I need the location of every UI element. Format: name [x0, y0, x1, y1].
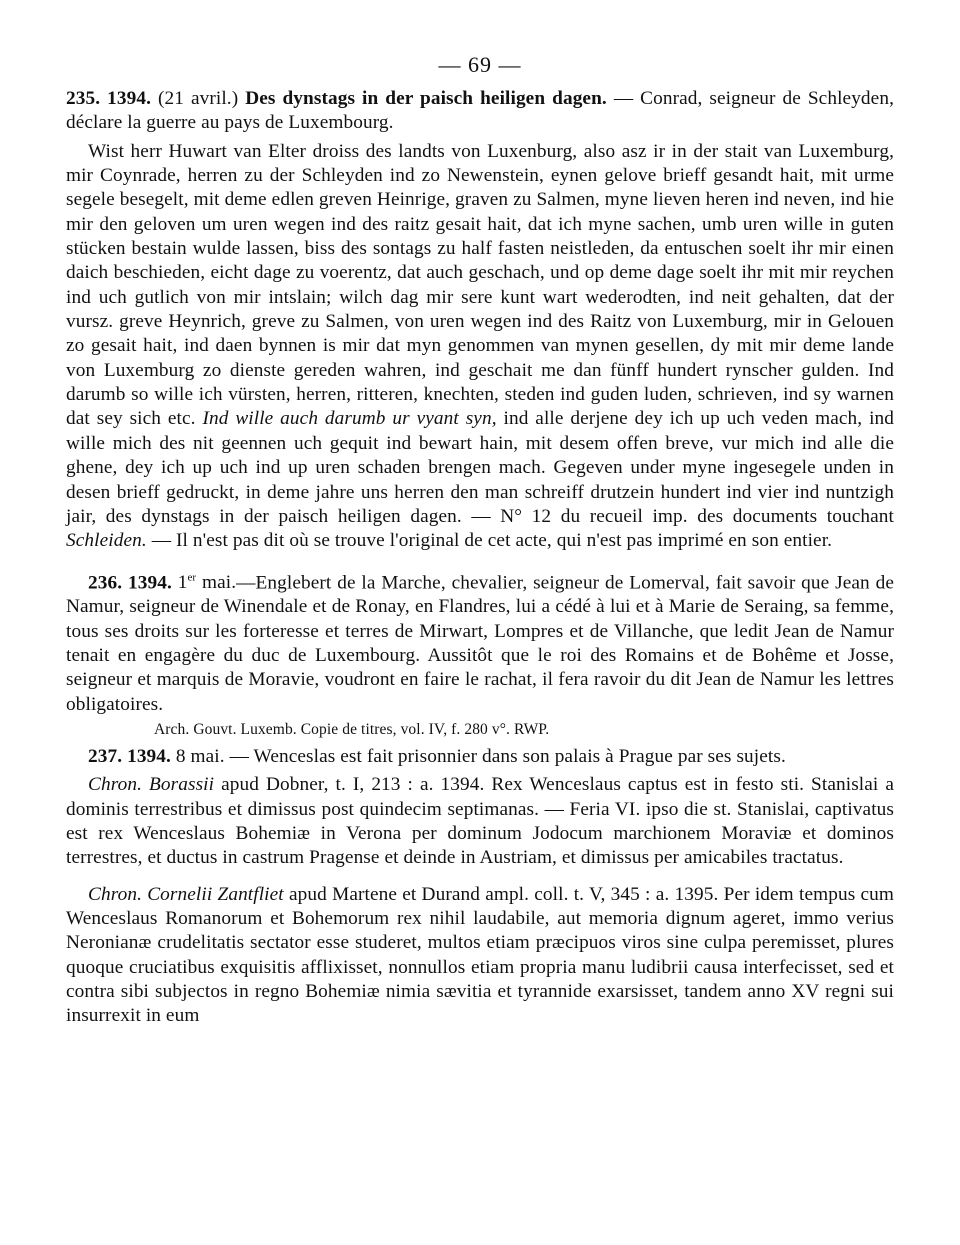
chronicle-text: apud Dobner, t. I, 213 : a. 1394. Rex Wenceslaus captus est in festo sti. Stanislai a dominis terrestribus et dimissus post quindecim septimanas. — Feria VI. ipso die st. Stanislai, captivatus est rex Wenceslaus Bohemiæ in Verona per dominum Jodocum marchionem Moraviæ et dominos terrestres, et ductus in castrum Pragense et deinde in Austriam, et dimissus per amicabiles tractatus. [66, 774, 895, 869]
entry-body [66, 140, 894, 554]
chronicle-name: Cornelii Zantfliet [147, 883, 284, 905]
entry-heading [66, 745, 894, 769]
body-text: —Englebert de la Marche, chevalier, seigneur de Lomerval, fait savoir que Jean de Namur, seigneur de Winendale et de Ronay, en Flandres, lui a cédé à lui et à Marie de Seraing, sa femme, tous ses droits sur les forteresse et terres de Mirwart, Lompres et de Villanche, que ledit Jean de Namur tenait en engagère du duc de Luxembourg. Aussitôt que le roi des Romains et de Bohême et Josse, seigneur et marquis de Moravie, voudront en faire le rachat, il fera ravoir du dit Jean de Namur les lettres obligatoires. [66, 571, 895, 715]
entry-summary: — Wenceslas est fait prisonnier dans son palais à Prague par ses sujets. [229, 746, 786, 768]
italic-phrase: Ind wille auch darumb ur vyant syn, [202, 408, 497, 430]
entry-title: Des dynstags in der paisch heiligen dagen. [245, 88, 607, 109]
entry-237 [66, 745, 894, 1029]
entry-year: 1394. [107, 88, 152, 109]
entry-number: 235. [66, 88, 101, 109]
chronicle-text: apud Martene et Durand ampl. coll. t. V, 345 : a. 1395. Per idem tempus cum Wenceslaus Romanorum et Bohemorum rex nihil laudabile, aut memoria dignum ageret, immo verius Neronianæ crudelitatis sectator esse studeret, multos etiam præcipuos viros sine culpa peremisset, plures quoque cruciatibus exquisitis afflixisset, nonnullos etiam propria manu ludibrii causa interfecisset, sed et contra sibi subjectos in regno Bohemiæ nimia sævitia et tyrannide exarsisset, tandem anno XV regni sui insurrexit in eum [66, 883, 895, 1027]
chronicle-quote-1 [66, 773, 894, 870]
page-number: — 69 — [438, 52, 522, 77]
chronicle-quote-2 [66, 883, 894, 1029]
entry-date: 1er mai. [177, 571, 237, 593]
body-text: Wist herr Huwart van Elter droiss des landts von Luxenburg, also asz ir in der stait van Luxemburg, mir Coynrade, herren zu der Schleyden ind zo Newenstein, eynen gelove brieff gesandt hait, mit urme segele besegelt, mit deme edlen greven Heinrige, graven zu Salmen, myne lieven heren ind neven, ind hie mir den geloven um uren wegen ind des raitz gesait hait, dat ich myne sachen, umb uren wille in guten stücken bestain wulde lassen, biss des sontags zu half fasten neistleden, da entuschen soelt ihr mir einen daich beschieden, eicht dage zu voerentz, dat auch geschach, und op deme dage soelt ihr mit mir reychen ind uch gutlich von mir intslain; wilch dag mir sere kunt wart wederodten, ind neit gehalten, dat der vursz. greve Heynrich, greve zu Salmen, von uren wegen ind des Raitz von Luxemburg, mir in Gelouen zo gesait hait, ind daen bynnen is mir dat myn genommen van mynen gesellen, dy mit mir deme lande von Luxemburg zo dienste gereden wahren, ind geschait me dan fünff hundert rynscher gulden. Ind darumb so wille ich vürsten, herren, ritteren, knechten, steden ind guden luden, schrieven, ind sy warnen dat sey sich etc. [66, 140, 894, 430]
entry-number: 237. [88, 746, 123, 768]
entry-date: (21 avril.) [157, 88, 239, 109]
entry-235 [66, 87, 894, 554]
archive-citation: Arch. Gouvt. Luxemb. Copie de titres, vol. IV, f. 280 v°. RWP. [154, 721, 550, 739]
entry-summary: — Conrad, seigneur de Schleyden, déclare la guerre au pays de Luxembourg. [66, 88, 894, 134]
entry-heading [66, 87, 894, 136]
chronicle-name: Borassii [149, 774, 215, 796]
entry-body [66, 566, 894, 717]
entry-year: 1394. [127, 746, 171, 768]
body-text: ind alle derjene dey ich up uch veden mach, ind wille mich des nit geennen uch gequit ind bewart hain, mit desem offen breve, vur mich ind alle die ghene, dey ich up uch ind up uren schaden brengen mach. Gegeven under myne ingesegele unden in desen brieff gedruckt, in deme jahre uns herren den man schreiff drutzein hundert ind vier ind nuntzigh jair, des dynstags in der paisch heiligen dagen. — N° 12 du recueil imp. des documents touchant [66, 408, 895, 527]
italic-phrase: Schleiden. [66, 530, 147, 552]
body-text: — Il n'est pas dit où se trouve l'original de cet acte, qui n'est pas imprimé en son entier. [151, 530, 833, 552]
entry-236 [66, 566, 894, 741]
entry-year: 1394. [127, 571, 172, 593]
entry-number: 236. [88, 571, 123, 593]
entry-date: 8 mai. [175, 746, 225, 768]
chronicle-label: Chron. [88, 883, 142, 905]
chronicle-label: Chron. [88, 774, 142, 796]
